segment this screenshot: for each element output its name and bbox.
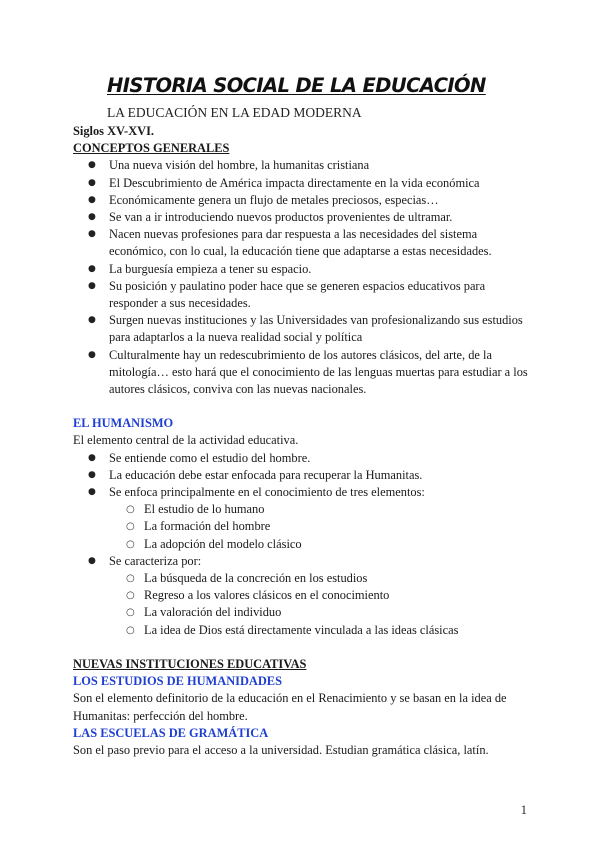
list-item: ● Nacen nuevas profesiones para dar respuesta a las necesidades del sistema económico, con lo cual, la educación tiene que adaptarse a estas necesidades.: [73, 226, 533, 260]
section-heading-instituciones: NUEVAS INSTITUCIONES EDUCATIVAS: [73, 656, 307, 671]
sub-list-item: ○ La idea de Dios está directamente vinculada a las ideas clásicas: [73, 622, 533, 639]
humanismo-sublist-caracteristicas: [73, 570, 533, 639]
sub-list-item: ○ La adopción del modelo clásico: [73, 536, 533, 553]
humanismo-list: [73, 450, 533, 502]
list-item: ● Su posición y paulatino poder hace que se generen espacios educativos para responder a sus necesidades.: [73, 278, 533, 312]
subsection-heading-humanidades: LOS ESTUDIOS DE HUMANIDADES: [73, 674, 282, 689]
list-item: ● Se van a ir introduciendo nuevos productos provenientes de ultramar.: [73, 209, 533, 226]
list-item: ● Una nueva visión del hombre, la humanitas cristiana: [73, 157, 533, 174]
sub-list-item: ○ La formación del hombre: [73, 518, 533, 535]
humanismo-list-cont: [73, 553, 533, 570]
list-item: ● La educación debe estar enfocada para recuperar la Humanitas.: [73, 467, 533, 484]
gramatica-text: Son el paso previo para el acceso a la universidad. Estudian gramática clásica, latín.: [73, 742, 489, 757]
page-number: 1: [520, 803, 527, 817]
document-title: HISTORIA SOCIAL DE LA EDUCACIÓN: [107, 74, 486, 97]
sub-list-item: ○ La valoración del individuo: [73, 604, 533, 621]
list-item: [73, 484, 533, 501]
list-item: ● La burguesía empieza a tener su espacio.: [73, 261, 533, 278]
subsection-heading-gramatica: LAS ESCUELAS DE GRAMÁTICA: [73, 725, 269, 740]
section-heading-conceptos: CONCEPTOS GENERALES: [73, 141, 230, 156]
list-item: ● Económicamente genera un flujo de metales preciosos, especias…: [73, 192, 533, 209]
conceptos-list: [73, 157, 533, 398]
list-item-text: Se enfoca principalmente en el conocimiento de tres elementos:: [109, 485, 425, 500]
list-item: ● Culturalmente hay un redescubrimiento de los autores clásicos, del arte, de la mitología… esto hará que el conocimiento de las lenguas muertas para estudiar a los autores clásicos, conviva con las nuevas nacionales.: [73, 347, 533, 399]
humanismo-sublist-elements: [73, 501, 533, 553]
humanidades-text: Son el elemento definitorio de la educación en el Renacimiento y se basan en la idea de Humanitas: perfección del hombre.: [73, 691, 507, 723]
sub-list-item: ○ Regreso a los valores clásicos en el conocimiento: [73, 587, 533, 604]
list-item: ● Surgen nuevas instituciones y las Universidades van profesionalizando sus estudios para adaptarlos a la nueva realidad social y política: [73, 312, 533, 346]
period-label: Siglos XV-XVI.: [73, 124, 155, 138]
list-item: ● El Descubrimiento de América impacta directamente en la vida económica: [73, 175, 533, 192]
document-subtitle: LA EDUCACIÓN EN LA EDAD MODERNA: [107, 105, 362, 120]
document-body: [73, 123, 533, 759]
humanismo-intro: El elemento central de la actividad educativa.: [73, 433, 299, 448]
list-item: ● Se caracteriza por:: [73, 553, 533, 570]
sub-list-item: ○ El estudio de lo humano: [73, 501, 533, 518]
section-heading-humanismo: EL HUMANISMO: [73, 416, 174, 431]
sub-list-item: ○ La búsqueda de la concreción en los estudios: [73, 570, 533, 587]
list-item: ● Se entiende como el estudio del hombre.: [73, 450, 533, 467]
